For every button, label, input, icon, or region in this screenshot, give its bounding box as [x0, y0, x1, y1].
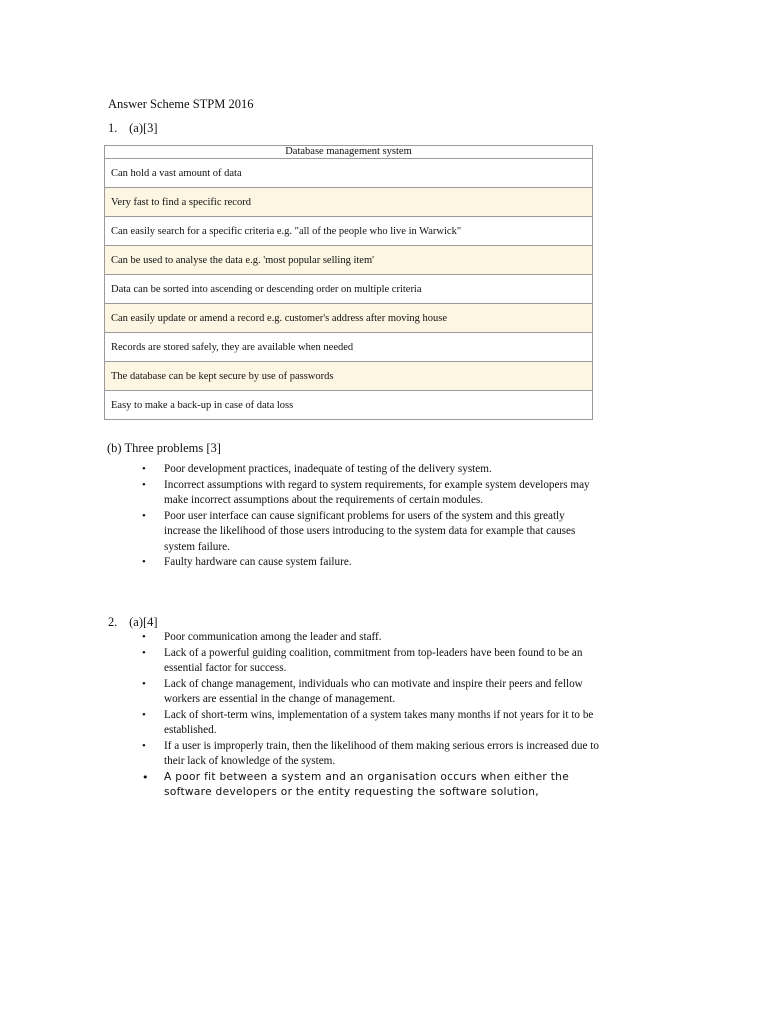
- table-row: [105, 391, 593, 420]
- table-row: [105, 275, 593, 304]
- bullet-icon: •: [142, 463, 146, 475]
- list-item-text: Lack of a powerful guiding coalition, commitment from top-leaders have been found to be an essential factor for success.: [164, 646, 583, 674]
- question-2-part-a-label: (a)[4]: [129, 615, 158, 629]
- table-cell: Very fast to find a specific record: [105, 188, 593, 217]
- bullet-icon: •: [142, 646, 146, 659]
- list-item-text: Faulty hardware can cause system failure.: [164, 556, 352, 568]
- question-1-part-a-label: (a)[3]: [129, 121, 158, 135]
- bullet-icon: •: [142, 478, 146, 491]
- list-item-text: Lack of short-term wins, implementation of a system takes many months if not years for it to be established.: [164, 708, 594, 736]
- list-item: [142, 555, 602, 571]
- table-row: [105, 362, 593, 391]
- bullet-icon: •: [142, 631, 146, 643]
- table-cell: Records are stored safely, they are available when needed: [105, 333, 593, 362]
- list-item: [142, 739, 602, 770]
- list-item: [142, 509, 602, 556]
- table-cell: Easy to make a back-up in case of data loss: [105, 391, 593, 420]
- list-item: [142, 630, 602, 646]
- list-item: [142, 646, 602, 677]
- table-cell: Can easily search for a specific criteria e.g. "all of the people who live in Warwick": [105, 217, 593, 246]
- bullet-icon: •: [142, 556, 146, 568]
- table-row: [105, 333, 593, 362]
- document-title: Answer Scheme STPM 2016: [108, 97, 254, 111]
- list-item: [142, 677, 602, 708]
- question-1-heading: [108, 121, 158, 136]
- bullet-icon: •: [142, 708, 146, 721]
- table-row: [105, 188, 593, 217]
- list-item-text: Poor development practices, inadequate of testing of the delivery system.: [164, 463, 492, 475]
- dbms-advantages-table: [104, 145, 593, 420]
- table-cell: The database can be kept secure by use of passwords: [105, 362, 593, 391]
- list-item: [142, 478, 602, 509]
- table-row: [105, 159, 593, 188]
- table-cell: Can be used to analyse the data e.g. 'most popular selling item': [105, 246, 593, 275]
- table-cell: Can hold a vast amount of data: [105, 159, 593, 188]
- table-header-row: [105, 146, 593, 159]
- question-2-number: 2.: [108, 615, 118, 629]
- list-item-text: Incorrect assumptions with regard to system requirements, for example system developers may make incorrect assumptions about the requirements of certain modules.: [164, 478, 590, 506]
- question-1-part-b-label: (b) Three problems [3]: [107, 441, 221, 455]
- list-item-text: Poor user interface can cause significant problems for users of the system and this greatly increase the likelihood of those users introducing to the system data for example that causes system failure.: [164, 509, 576, 553]
- table-header-cell: Database management system: [105, 146, 593, 159]
- question-2-heading: [108, 615, 158, 630]
- table-row: [105, 304, 593, 333]
- table-cell: Can easily update or amend a record e.g. customer's address after moving house: [105, 304, 593, 333]
- list-item-text: If a user is improperly train, then the likelihood of them making serious errors is increased due to their lack of knowledge of the system.: [164, 739, 599, 767]
- implementation-issues-list: [142, 630, 602, 801]
- list-item: [142, 770, 602, 801]
- list-item-text: A poor fit between a system and an organisation occurs when either the software developers or the entity requesting the software solution,: [164, 770, 570, 798]
- table-row: [105, 217, 593, 246]
- list-item: [142, 708, 602, 739]
- table-row: [105, 246, 593, 275]
- bullet-icon: •: [142, 677, 146, 690]
- bullet-icon: •: [142, 770, 149, 784]
- list-item: [142, 462, 602, 478]
- list-item-text: Poor communication among the leader and staff.: [164, 631, 382, 643]
- list-item-text: Lack of change management, individuals who can motivate and inspire their peers and fellow workers are essential in the change of management.: [164, 677, 583, 705]
- table-cell: Data can be sorted into ascending or descending order on multiple criteria: [105, 275, 593, 304]
- problems-list: [142, 462, 602, 571]
- bullet-icon: •: [142, 739, 146, 752]
- bullet-icon: •: [142, 509, 146, 522]
- question-1-number: 1.: [108, 121, 118, 135]
